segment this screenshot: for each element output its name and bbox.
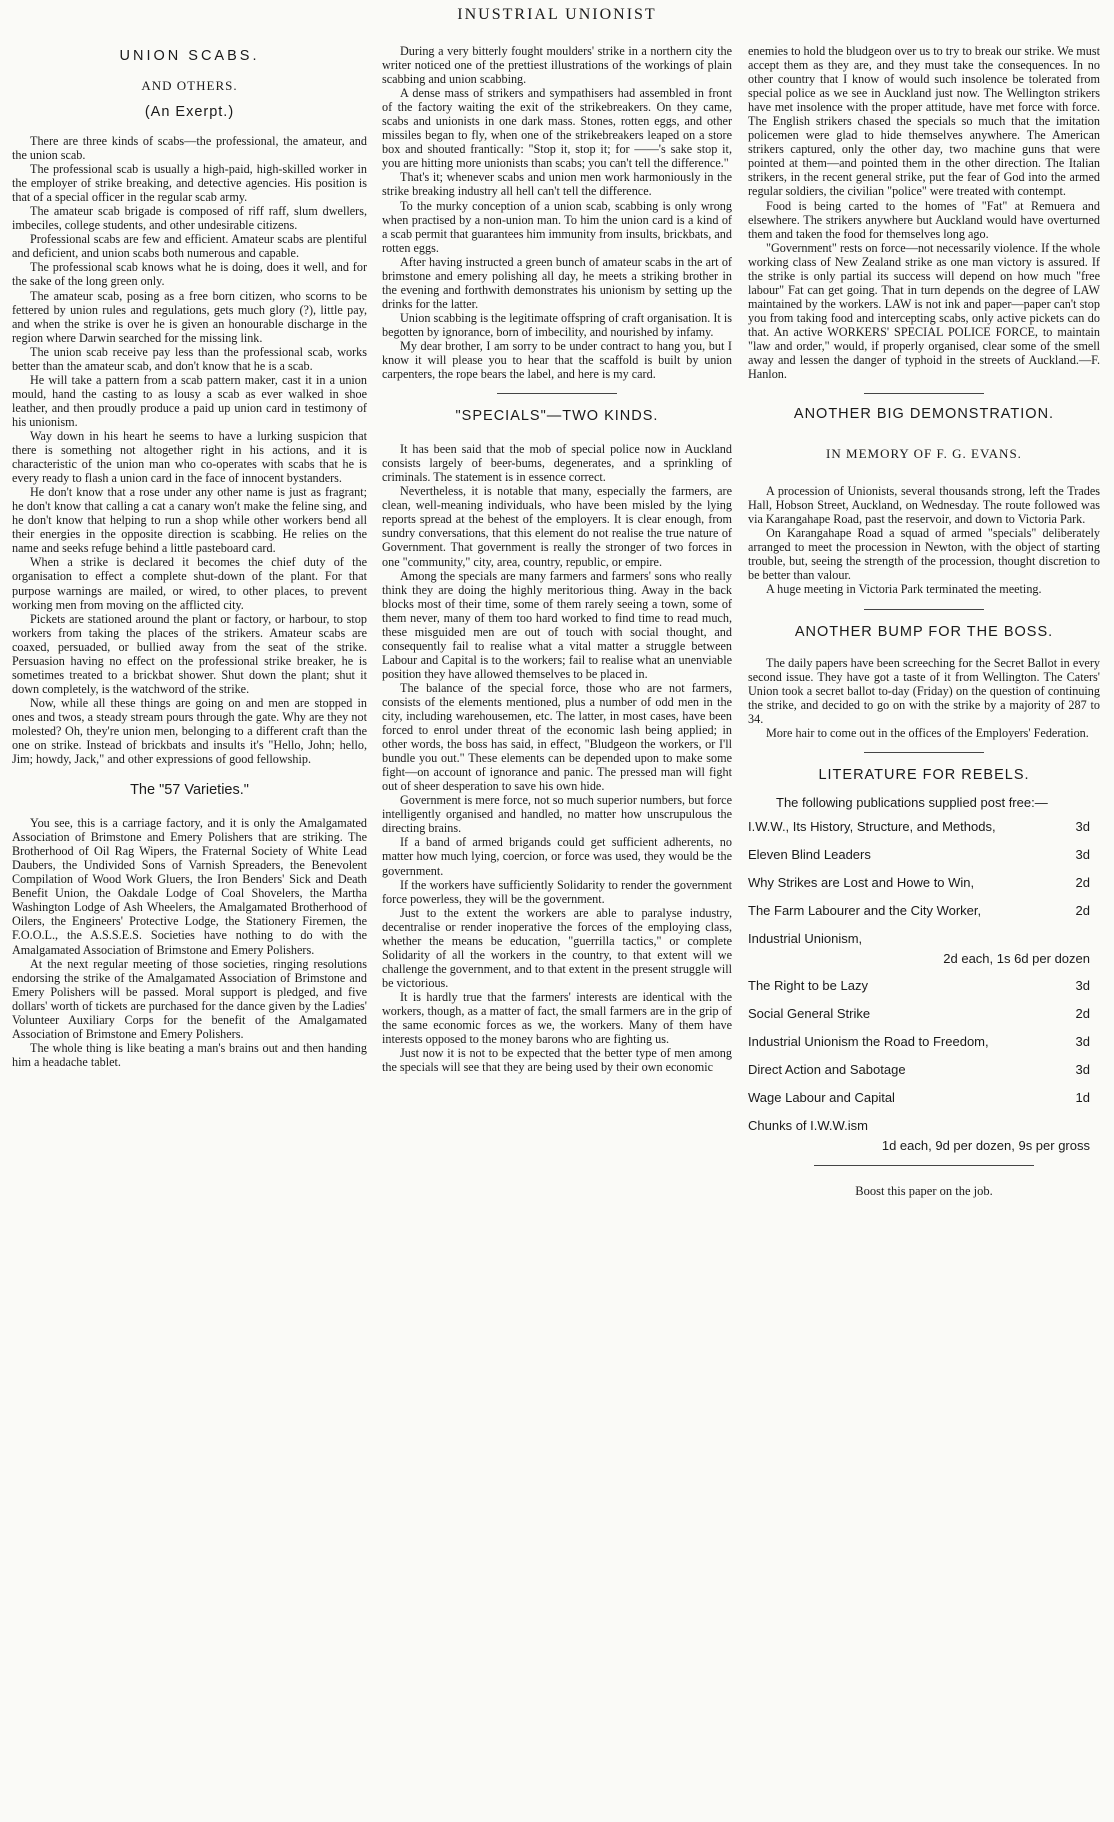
paragraph: Nevertheless, it is notable that many, especially the farmers, are clean, well-meaning individuals, who have been misled by the lying reports spread at the behest of the employers. It is clear enough, from sundry conversations, that this element do not realise the true nature of Government. That government is really the stronger of two forces in one "community," city, area, country, republic, or empire. — [382, 484, 732, 569]
paragraph: Union scabbing is the legitimate offspring of craft organisation. It is begotten by ignorance, born of imbecility, and nourished by infamy. — [382, 310, 732, 339]
paragraph: "Government" rests on force—not necessarily violence. If the whole working class of New Zealand strike as one man victory is assured. If the strike is only partial its success will depend on how much "free labour" Fat can get going. That in turn depends on the degree of LAW maintained by the workers. LAW is not ink and paper—paper can't stop you from taking food and intercepting scabs, only active pickets can do that. An active WORKERS' SPECIAL POLICE FORCE, to maintain "law and order," would, if properly organised, clear some of the smell away and lessen the danger of typhoid in the streets of Auckland.—F. Hanlon. — [748, 240, 1100, 382]
divider — [497, 393, 617, 394]
paragraph: He don't know that a rose under any other name is just as fragrant; he don't know that calling a cat a canary won't make the feline sing, and he don't know that helping to run a shop while other workers bend all their energies in the opposite direction is scabbing. He relies on the name and seeks refuge behind a little pasteboard card. — [12, 485, 367, 556]
paragraph: He will take a pattern from a scab pattern maker, cast it in a union mould, hand the casting to as lousy a scab as ever walked in shoe leather, and then proudly produce a paid up union card in testimony of his unionism. — [12, 372, 367, 429]
paragraph: Government is mere force, not so much superior numbers, but force intelligently organised and handled, no matter how unscrupulous the directing brains. — [382, 793, 732, 836]
publication-title: Why Strikes are Lost and Howe to Win, — [748, 874, 975, 890]
paragraph: If the workers have sufficiently Solidarity to render the government force powerless, they will be the government. — [382, 877, 732, 906]
publication-price: 3d — [1075, 977, 1090, 993]
paragraph: Just to the extent the workers are able to paralyse industry, decentralise or render inoperative the forces of the employing class, whether the means be education, "guerrilla tactics," or complete Solidarity of all the workers in the country, to that extent will we challenge the government, and to that extent in the present struggle will be victorious. — [382, 905, 732, 990]
publication-item — [748, 1006, 1090, 1022]
paragraph: Professional scabs are few and efficient. Amateur scabs are plentiful and deficient, and union scabs both numerous and capable. — [12, 232, 367, 261]
paragraph: To the murky conception of a union scab, scabbing is only wrong when practised by a non-union man. To him the union card is a kind of a scab permit that guarantees him immunity from insults, brickbats, and rotten eggs. — [382, 198, 732, 255]
demonstration-body — [748, 484, 1100, 596]
paragraph: After having instructed a green bunch of amateur scabs in the art of brimstone and emery polishing all day, he meets a striking brother in the evening and forthwith demonstrates his unionism by setting up the drinks for the latter. — [382, 254, 732, 311]
publication-price: 3d — [1075, 1033, 1090, 1049]
paragraph: At the next regular meeting of those societies, ringing resolutions endorsing the strike of the Amalgamated Association of Brimstone and Emery Polishers will be passed. Moral support is pledged, and five dollars' worth of tickets are purchased for the dance given by the Ladies' Volunteer Auxiliary Corps for the benefit of the Amalgamated Association of Brimstone and Emery Polishers. — [12, 956, 367, 1041]
paragraph: You see, this is a carriage factory, and it is only the Amalgamated Association of Brimstone and Emery Polishers that are striking. The Brotherhood of Oil Rag Wipers, the Fraternal Society of White Lead Daubers, the Undivided Sons of Varnish Spreaders, the Benevolent Compilation of Wood Work Gluers, the Iron Benders' Sick and Death Benefit Union, the Oakdale Lodge of Coal Shovelers, the Martha Washington Lodge of Ash Wheelers, the Amalgamated Brotherhood of Oilers, the Engineers' Protective Lodge, the Stationery Firemen, the F.O.O.L., the A.S.S.E.S. Societies have nothing to do with the Amalgamated Association of Brimstone and Emery Polishers. — [12, 816, 367, 957]
specials-title: "SPECIALS"—TWO KINDS. — [455, 408, 659, 425]
paragraph: A dense mass of strikers and sympathisers had assembled in front of the factory waiting the exit of the strikebreakers. On they came, scabs and unionists in one dark mass. Stones, rotten eggs, and other missiles began to fly, when one of the strikebreakers leaped on a store box and shouted frantically: "Stop it, stop it; for ——'s sake stop it, you are hitting more unionists than scabs; you can't tell the difference." — [382, 86, 732, 171]
publication-item — [748, 931, 1090, 947]
union-scabs-note: (An Exerpt.) — [144, 104, 235, 120]
publication-title: Direct Action and Sabotage — [748, 1061, 906, 1077]
publication-price-note: 1d each, 9d per dozen, 9s per gross — [881, 1137, 1090, 1153]
paragraph: More hair to come out in the offices of the Employers' Federation. — [766, 725, 1089, 740]
publication-price: 2d — [1075, 1005, 1090, 1021]
paragraph: Among the specials are many farmers and farmers' sons who really think they are doing the highly meritorious thing. Away in the back blocks most of their time, some of them rarely seeing a town, some of them never, many of them too hard worked to find time to read much, these misguided men are out of touch with social thought, and consequently fail to realise what a vital matter a struggle between Labour and Capital is to the workers; fail to realise what an unenviable position they have allowed themselves to be placed in. — [382, 568, 732, 681]
paragraph: Pickets are stationed around the plant or factory, or harbour, to stop workers from taking the places of the strikers. Amateur scabs are coaxed, persuaded, or bullied away from the seat of the strike. Persuasion having no effect on the professional strike breaker, he is sometimes treated to a brickbat shower. Shut down the plant; shut it down completely, is the watchword of the strike. — [12, 611, 367, 696]
paragraph: Just now it is not to be expected that the better type of men among the specials will see that they are being used by their own economic — [382, 1046, 732, 1075]
divider — [864, 609, 984, 610]
publication-title: Industrial Unionism, — [748, 930, 863, 946]
publication-price: 2d — [1075, 902, 1090, 918]
paragraph: The union scab receive pay less than the professional scab, works better than the amateur scab, and don't know that he is a scab. — [12, 344, 367, 373]
paragraph: The whole thing is like beating a man's brains out and then handing him a headache tablet. — [12, 1040, 367, 1069]
paragraph: A procession of Unionists, several thousands strong, left the Trades Hall, Hobson Street, Auckland, on Wednesday. The route followed was via Karangahape Road, past the reservoir, and down to Victoria Park. — [748, 484, 1100, 527]
publication-price: 2d — [1075, 874, 1090, 890]
column-right — [748, 44, 1100, 1199]
publication-item — [748, 819, 1090, 835]
paragraph: During a very bitterly fought moulders' strike in a northern city the writer noticed one of the prettiest illustrations of the workings of plain scabbing and union scabbing. — [382, 44, 732, 87]
publication-item — [748, 903, 1090, 919]
union-scabs-subtitle: AND OTHERS. — [141, 78, 238, 93]
publication-title: Eleven Blind Leaders — [748, 846, 871, 862]
publication-title: I.W.W., Its History, Structure, and Methods, — [748, 818, 996, 834]
paragraph: When a strike is declared it becomes the chief duty of the organisation to effect a complete shut-down of the plant. For that purpose warnings are mailed, or wired, to other places, to prevent working men from moving on the afflicted city. — [12, 555, 367, 612]
masthead: INUSTRIAL UNIONIST — [457, 6, 657, 23]
publication-price: 3d — [1075, 818, 1090, 834]
publication-item — [748, 875, 1090, 891]
paragraph: The amateur scab, posing as a free born citizen, who scorns to be fettered by union rules and regulations, gets much glory (?), little pay, and when the strike is over he is given an honourable discharge in the region where Darwin searched for the missing link. — [12, 288, 367, 345]
union-scabs-body — [12, 134, 367, 766]
footer-slogan: Boost this paper on the job. — [855, 1183, 993, 1198]
varieties-continued — [382, 44, 732, 381]
publication-price-note: 2d each, 1s 6d per dozen — [943, 950, 1090, 966]
publication-title: Wage Labour and Capital — [748, 1089, 895, 1105]
demonstration-subtitle: IN MEMORY OF F. G. EVANS. — [826, 446, 1022, 462]
demonstration-title: ANOTHER BIG DEMONSTRATION. — [793, 406, 1055, 423]
specials-continued — [748, 44, 1100, 381]
bump-body — [748, 656, 1100, 740]
paragraph: The professional scab knows what he is doing, does it well, and for the sake of the long green only. — [12, 260, 367, 289]
column-middle — [382, 44, 732, 1074]
publication-title: The Right to be Lazy — [748, 977, 868, 993]
paragraph: The daily papers have been screeching for the Secret Ballot in every second issue. They have got a taste of it from Wellington. The Caters' Union took a secret ballot to-day (Friday) on the question of continuing the strike, and decided to go on with the strike by a majority of 287 to 34. — [748, 655, 1100, 726]
paragraph: The amateur scab brigade is composed of riff raff, slum dwellers, imbeciles, college students, and other undesirable citizens. — [12, 204, 367, 233]
paragraph: If a band of armed brigands could get sufficient adherents, no matter how much lying, coercion, or force was used, they would be the government. — [382, 835, 732, 878]
paragraph: enemies to hold the bludgeon over us to try to break our strike. We must accept them as they are, and they must take the consequences. In no other country that I know of would such insolence be tolerated from special police as we see in Auckland just now. The Wellington strikers have met insolence with the proper attitude, have met force with force. The English strikers chased the specials so much that the imitation policemen were glad to hide themselves anywhere. The American strikers captured, only the other day, two machine guns that were pointed at them—and pointed them in the other direction. The Italian strikers, in the recent general strike, put the fear of God into the armed regular soldiers, the civilian "police" were treated with contempt. — [748, 44, 1100, 199]
paragraph: It is hardly true that the farmers' interests are identical with the workers, though, as a matter of fact, the small farmers are in the grip of the same economic forces as we, the workers. Many of them have interests opposed to the money barons who are fighting us. — [382, 989, 732, 1047]
publication-price: 3d — [1075, 1061, 1090, 1077]
literature-title: LITERATURE FOR REBELS. — [818, 766, 1030, 783]
paragraph: There are three kinds of scabs—the professional, the amateur, and the union scab. — [12, 134, 367, 163]
publication-item — [748, 1062, 1090, 1078]
publication-item — [748, 847, 1090, 863]
paragraph: My dear brother, I am sorry to be under contract to hang you, but I know it will please you to hear that the scaffold is built by union carpenters, the rope bears the label, and here is my card. — [382, 338, 732, 382]
paragraph: It has been said that the mob of special police now in Auckland consists largely of beer-bums, degenerates, and a sprinkling of criminals. The statement is in essence correct. — [382, 442, 732, 485]
paragraph: That's it; whenever scabs and union men work harmoniously in the strike breaking industry all hell can't tell the difference. — [382, 170, 732, 199]
publication-title: Industrial Unionism the Road to Freedom, — [748, 1033, 989, 1049]
paragraph: The professional scab is usually a high-paid, high-skilled worker in the employer of strike breaking, and detective agencies. His position is that of a special officer in the regular scab army. — [12, 162, 367, 205]
varieties-body — [12, 816, 367, 1069]
publication-item — [748, 978, 1090, 994]
union-scabs-title: UNION SCABS. — [119, 48, 260, 64]
varieties-title: The "57 Varieties." — [130, 782, 249, 799]
paragraph: The balance of the special force, those who are not farmers, consists of the elements mentioned, plus a number of odd men in the city, including warehousemen, etc. The latter, in most cases, have been forced to enrol under threat of the economic lash being applied; in other words, the boss has said, in effect, "Bludgeon the workers, or I'll bundle you out." These elements can be depended upon to make some fight—on account of ignorance and panic. The pressed man will fight out of sheer desperation to save his own hide. — [382, 680, 732, 794]
divider — [864, 752, 984, 753]
publication-title: Chunks of I.W.W.ism — [748, 1117, 868, 1133]
bump-title: ANOTHER BUMP FOR THE BOSS. — [794, 623, 1054, 640]
publication-price: 1d — [1075, 1089, 1090, 1105]
publication-title: The Farm Labourer and the City Worker, — [748, 902, 982, 918]
paragraph: Now, while all these things are going on and men are stopped in ones and twos, a steady stream pours through the gate. Why are they not molested? Oh, they're union men, belonging to a different craft than the one on strike. Instead of brickbats and insults it's "Hello, John; hello, Jim; howdy, Jack," and other expressions of good fellowship. — [12, 695, 367, 767]
paragraph: Way down in his heart he seems to have a lurking suspicion that there is something not altogether right in his actions, and it is characteristic of the union man who co-operates with scabs that he is every ready to flash a union card in the face of innocent bystanders. — [12, 428, 367, 486]
column-left — [12, 44, 367, 1069]
publication-item — [748, 1118, 1090, 1134]
specials-body — [382, 442, 732, 1074]
paragraph: On Karangahape Road a squad of armed "specials" deliberately arranged to meet the procession in Newton, with the object of starting trouble, but, seeing the strength of the procession, thought discretion to be better than valour. — [748, 526, 1100, 583]
paragraph: A huge meeting in Victoria Park terminated the meeting. — [766, 582, 1042, 597]
publication-price: 3d — [1075, 846, 1090, 862]
publication-title: Social General Strike — [748, 1005, 871, 1021]
paragraph: Food is being carted to the homes of "Fat" at Remuera and elsewhere. The strikers anywhere but Auckland would have overturned them and taken the food for themselves long ago. — [748, 198, 1100, 241]
divider — [814, 1165, 1034, 1166]
publication-item — [748, 1034, 1090, 1050]
literature-intro: The following publications supplied post free:— — [776, 794, 1048, 810]
divider — [864, 393, 984, 394]
publication-item — [748, 1090, 1090, 1106]
